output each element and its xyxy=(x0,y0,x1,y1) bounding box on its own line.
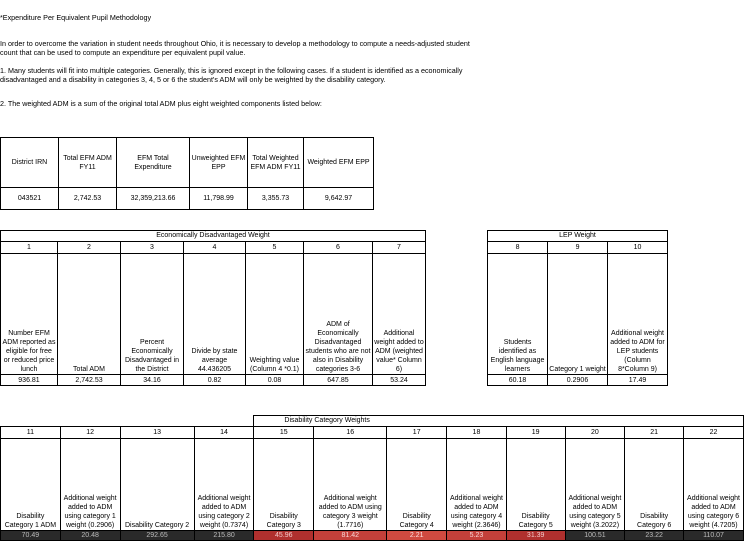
summary-table xyxy=(0,137,374,210)
econ-col-number-1: 1 xyxy=(1,242,58,254)
disability-col-value-4: 215.80 xyxy=(194,531,254,541)
summary-header-total-adm: Total EFM ADM FY11 xyxy=(59,138,117,188)
page-heading: *Expenditure Per Equivalent Pupil Methodology xyxy=(0,13,152,22)
disability-col-header-11: Disability Category 6 xyxy=(625,439,684,531)
econ-col-header-8: Students identified as English language learners xyxy=(488,254,548,375)
econ-value-row xyxy=(1,375,668,386)
econ-col-header-9: Category 1 weight xyxy=(548,254,608,375)
econ-col-value-7: 53.24 xyxy=(373,375,426,386)
econ-col-header-3: Percent Economically Disadvantaged in the District xyxy=(121,254,184,375)
disability-col-header-5: Disability Category 3 xyxy=(254,439,314,531)
econ-col-header-7: Additional weight added to ADM (weighted value* Column 6) xyxy=(373,254,426,375)
econ-col-header-4: Divide by state average 44.436205 xyxy=(184,254,246,375)
disability-col-header-10: Additional weight added to ADM using category 5 weight (3.2022) xyxy=(565,439,625,531)
disability-group-title: Disability Category Weights xyxy=(254,416,744,427)
disability-col-value-6: 81.42 xyxy=(314,531,387,541)
econ-col-value-3: 34.16 xyxy=(121,375,184,386)
econ-col-value-4: 0.82 xyxy=(184,375,246,386)
summary-header-weighted-epp: Weighted EFM EPP xyxy=(304,138,374,188)
disability-col-number-2: 12 xyxy=(60,427,120,439)
disability-table xyxy=(0,415,744,541)
econ-col-value-1: 936.81 xyxy=(1,375,58,386)
econ-col-value-8: 60.18 xyxy=(488,375,548,386)
disability-col-value-1: 70.49 xyxy=(1,531,61,541)
disability-col-number-8: 18 xyxy=(447,427,507,439)
econ-header-row xyxy=(1,254,668,375)
econ-col-number-6: 6 xyxy=(304,242,373,254)
econ-col-header-1: Number EFM ADM reported as eligible for free or reduced price lunch xyxy=(1,254,58,375)
disability-col-number-6: 16 xyxy=(314,427,387,439)
disability-col-number-5: 15 xyxy=(254,427,314,439)
summary-header-total-expenditure: EFM Total Expenditure xyxy=(117,138,190,188)
econ-col-number-5: 5 xyxy=(246,242,304,254)
intro-line-2: count that can be used to compute an expenditure per equivalent pupil value. xyxy=(0,48,246,57)
disability-col-number-11: 21 xyxy=(625,427,684,439)
econ-lep-table xyxy=(0,230,668,386)
disability-col-header-4: Additional weight added to ADM using category 2 weight (0.7374) xyxy=(194,439,254,531)
disability-col-header-1: Disability Category 1 ADM xyxy=(1,439,61,531)
disability-col-header-9: Disability Category 5 xyxy=(506,439,565,531)
disability-col-header-8: Additional weight added to ADM using category 4 weight (2.3646) xyxy=(447,439,507,531)
disability-col-header-2: Additional weight added to ADM using category 1 weight (0.2906) xyxy=(60,439,120,531)
intro-line-1: In order to overcome the variation in student needs throughout Ohio, it is necessary to develop a methodology to compute a needs-adjusted student xyxy=(0,39,470,48)
econ-col-number-2: 2 xyxy=(58,242,121,254)
econ-col-header-6: ADM of Economically Disadvantaged students who are not also in Disability categories 3-6 xyxy=(304,254,373,375)
summary-value-weighted-epp: 9,642.97 xyxy=(304,188,374,210)
point-2: 2. The weighted ADM is a sum of the original total ADM plus eight weighted components listed below: xyxy=(0,99,322,108)
econ-col-number-8: 8 xyxy=(488,242,548,254)
econ-col-value-2: 2,742.53 xyxy=(58,375,121,386)
disability-col-number-12: 22 xyxy=(684,427,744,439)
econ-group-title: Economically Disadvantaged Weight xyxy=(1,231,426,242)
summary-value-irn: 043521 xyxy=(1,188,59,210)
econ-col-number-4: 4 xyxy=(184,242,246,254)
disability-col-value-11: 23.22 xyxy=(625,531,684,541)
point-1-line-1: 1. Many students will fit into multiple categories. Generally, this is ignored except in the following cases. If a student is identified as a economically xyxy=(0,66,463,75)
point-1-line-2: disadvantaged and a disability in categories 3, 4, 5 or 6 the student's ADM will only be weighted by the disability category. xyxy=(0,75,386,84)
disability-col-header-6: Additional weight added to ADM using category 3 weight (1.7716) xyxy=(314,439,387,531)
econ-col-value-5: 0.08 xyxy=(246,375,304,386)
disability-col-header-7: Disability Category 4 xyxy=(387,439,447,531)
disability-col-value-12: 110.07 xyxy=(684,531,744,541)
disability-number-row xyxy=(1,427,744,439)
disability-value-row xyxy=(1,531,744,541)
econ-col-value-9: 0.2906 xyxy=(548,375,608,386)
summary-header-unweighted-epp: Unweighted EFM EPP xyxy=(190,138,248,188)
disability-col-header-12: Additional weight added to ADM using category 6 weight (4.7205) xyxy=(684,439,744,531)
summary-value-total-expenditure: 32,359,213.66 xyxy=(117,188,190,210)
summary-header-weighted-adm: Total Weighted EFM ADM FY11 xyxy=(248,138,304,188)
econ-col-header-2: Total ADM xyxy=(58,254,121,375)
econ-col-number-7: 7 xyxy=(373,242,426,254)
summary-header-irn: District IRN xyxy=(1,138,59,188)
econ-col-value-gap xyxy=(426,375,488,386)
econ-gap xyxy=(426,231,488,242)
lep-group-title: LEP Weight xyxy=(488,231,668,242)
disability-col-value-2: 20.48 xyxy=(60,531,120,541)
disability-col-number-9: 19 xyxy=(506,427,565,439)
econ-col-number-gap xyxy=(426,242,488,254)
disability-col-value-10: 100.51 xyxy=(565,531,625,541)
disability-col-header-3: Disability Category 2 xyxy=(120,439,194,531)
disability-col-number-7: 17 xyxy=(387,427,447,439)
econ-col-value-10: 17.49 xyxy=(608,375,668,386)
econ-col-number-3: 3 xyxy=(121,242,184,254)
disability-col-value-5: 45.96 xyxy=(254,531,314,541)
econ-col-number-10: 10 xyxy=(608,242,668,254)
econ-col-header-10: Additional weight added to ADM for LEP students (Column 8*Column 9) xyxy=(608,254,668,375)
disability-col-value-9: 31.39 xyxy=(506,531,565,541)
disability-col-value-3: 292.65 xyxy=(120,531,194,541)
summary-value-total-adm: 2,742.53 xyxy=(59,188,117,210)
disability-col-value-7: 2.21 xyxy=(387,531,447,541)
econ-col-number-9: 9 xyxy=(548,242,608,254)
econ-number-row xyxy=(1,242,668,254)
summary-value-weighted-adm: 3,355.73 xyxy=(248,188,304,210)
disability-col-number-10: 20 xyxy=(565,427,625,439)
disability-col-number-3: 13 xyxy=(120,427,194,439)
econ-col-header-gap xyxy=(426,254,488,375)
disability-header-row xyxy=(1,439,744,531)
summary-value-unweighted-epp: 11,798.99 xyxy=(190,188,248,210)
disability-gap xyxy=(1,416,254,427)
disability-col-number-4: 14 xyxy=(194,427,254,439)
disability-col-value-8: 5.23 xyxy=(447,531,507,541)
disability-col-number-1: 11 xyxy=(1,427,61,439)
econ-col-value-6: 647.85 xyxy=(304,375,373,386)
econ-col-header-5: Weighting value (Column 4 *0.1) xyxy=(246,254,304,375)
